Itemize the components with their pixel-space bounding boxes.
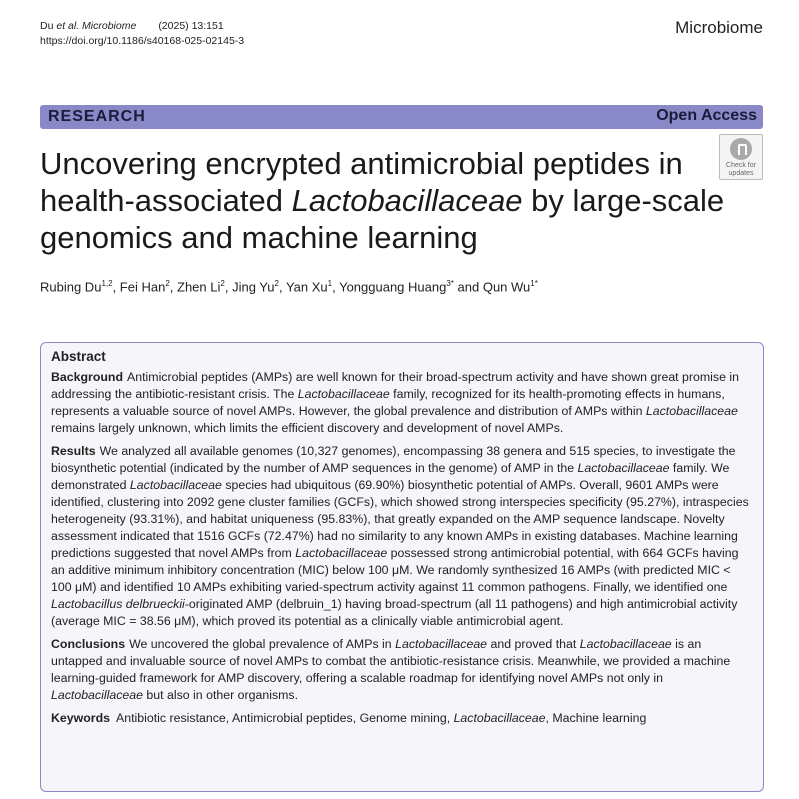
citation-journal: et al. Microbiome	[56, 20, 137, 32]
author-affiliation: 1	[327, 279, 333, 288]
doi-link[interactable]: https://doi.org/10.1186/s40168-025-02145-3	[40, 35, 245, 47]
author-affiliation: 1*	[530, 279, 538, 288]
abstract-heading: Abstract	[51, 349, 106, 364]
author-name[interactable]: Zhen Li	[177, 279, 221, 295]
author-affiliation: 2	[165, 279, 170, 288]
bookmark-icon	[730, 138, 752, 160]
author-name[interactable]: Fei Han	[119, 279, 166, 295]
author-affiliation: 2	[274, 279, 279, 288]
author-list	[40, 279, 538, 294]
abstract-box	[40, 342, 764, 792]
author-separator: and	[453, 279, 483, 295]
keywords-label: Keywords	[51, 711, 110, 725]
abstract-background: Background Antimicrobial peptides (AMPs) are well known for their broad-spectrum activity and have shown great promise in addressing the antibiotic-resistant crisis. The Lactobacillaceae family, recognized for its health-promoting effects in humans, represents a valuable source of novel AMPs. However, the global prevalence and distribution of AMPs within Lactobacillaceae remains largely unknown, which limits the efficient discovery and development of novel AMPs.	[51, 370, 739, 435]
author-separator: ,	[278, 279, 286, 295]
author-affiliation: 3*	[446, 279, 454, 288]
citation-header	[40, 19, 244, 49]
author-name[interactable]: Yongguang Huang	[339, 279, 447, 295]
author-affiliation: 1,2	[101, 279, 113, 288]
author-separator: ,	[169, 279, 178, 295]
author-separator: ,	[224, 279, 233, 295]
paper-title: Uncovering encrypted antimicrobial peptides in health-associated Lactobacillaceae by large-scale genomics and machine learning	[40, 146, 725, 255]
author-name[interactable]: Yan Xu	[285, 279, 328, 295]
citation-year: (2025) 13:151	[158, 20, 224, 32]
author-separator: ,	[112, 279, 120, 295]
section-label: RESEARCH	[48, 108, 146, 125]
author-name[interactable]: Jing Yu	[232, 279, 275, 295]
background-label: Background	[51, 370, 124, 384]
results-label: Results	[51, 444, 96, 458]
author-name[interactable]: Rubing Du	[40, 279, 102, 295]
abstract-results: Results We analyzed all available genomes (10,327 genomes), encompassing 38 genera and 515 species, to investigate the biosynthetic potential (indicated by the number of AMP sequences in the genome) of AMP in the Lactobacillaceae family. We demonstrated Lactobacillaceae species had ubiquitous (69.90%) biosynthetic potential of AMPs. Overall, 9601 AMPs were identified, clustering into 2092 gene cluster families (GCFs), which showed strong interspecies specificity (95.27%), intraspecies heterogeneity (93.31%), and habitat uniqueness (95.83%), that greatly expanded on the AMP sequence landscape. Novelty assessment indicated that 1516 GCFs (72.47%) had no similarity to any known AMPs in existing databases. Machine learning predictions suggested that novel AMPs from Lactobacillaceae possessed strong antimicrobial potential, with 664 GCFs having an additive minimum inhibitory concentration (MIC) below 100 μM. We randomly synthesized 16 AMPs (with predicted MIC < 100 μM) and identified 10 AMPs exhibiting varied-spectrum activity against 11 common pathogens. Finally, we identified one Lactobacillus delbrueckii-originated AMP (delbruin_1) having broad-spectrum (all 11 pathogens) and high antimicrobial activity (average MIC = 38.56 μM), which proved its potential as a clinically viable antimicrobial agent.	[51, 444, 749, 628]
journal-brand: Microbiome	[675, 18, 763, 37]
check-badge-text: Check for updates	[726, 162, 756, 177]
author-name[interactable]: Qun Wu	[482, 279, 531, 295]
open-access-label: Open Access	[656, 107, 757, 124]
conclusions-label: Conclusions	[51, 637, 126, 651]
citation-authors: Du	[40, 20, 54, 32]
abstract-conclusions: Conclusions We uncovered the global prevalence of AMPs in Lactobacillaceae and proved that Lactobacillaceae is an untapped and invaluable source of novel AMPs to combat the antibiotic-resistance crisis. Meanwhile, we provided a machine learning-guided framework for AMP discovery, offering a scalable roadmap for identifying novel AMPs not only in Lactobacillaceae but also in other organisms.	[51, 637, 731, 702]
author-separator: ,	[332, 279, 340, 295]
author-affiliation: 2	[220, 279, 225, 288]
abstract-keywords: Keywords Antibiotic resistance, Antimicrobial peptides, Genome mining, Lactobacillaceae, Machine learning	[51, 711, 647, 725]
citation-line	[40, 19, 244, 34]
research-banner	[40, 105, 763, 129]
